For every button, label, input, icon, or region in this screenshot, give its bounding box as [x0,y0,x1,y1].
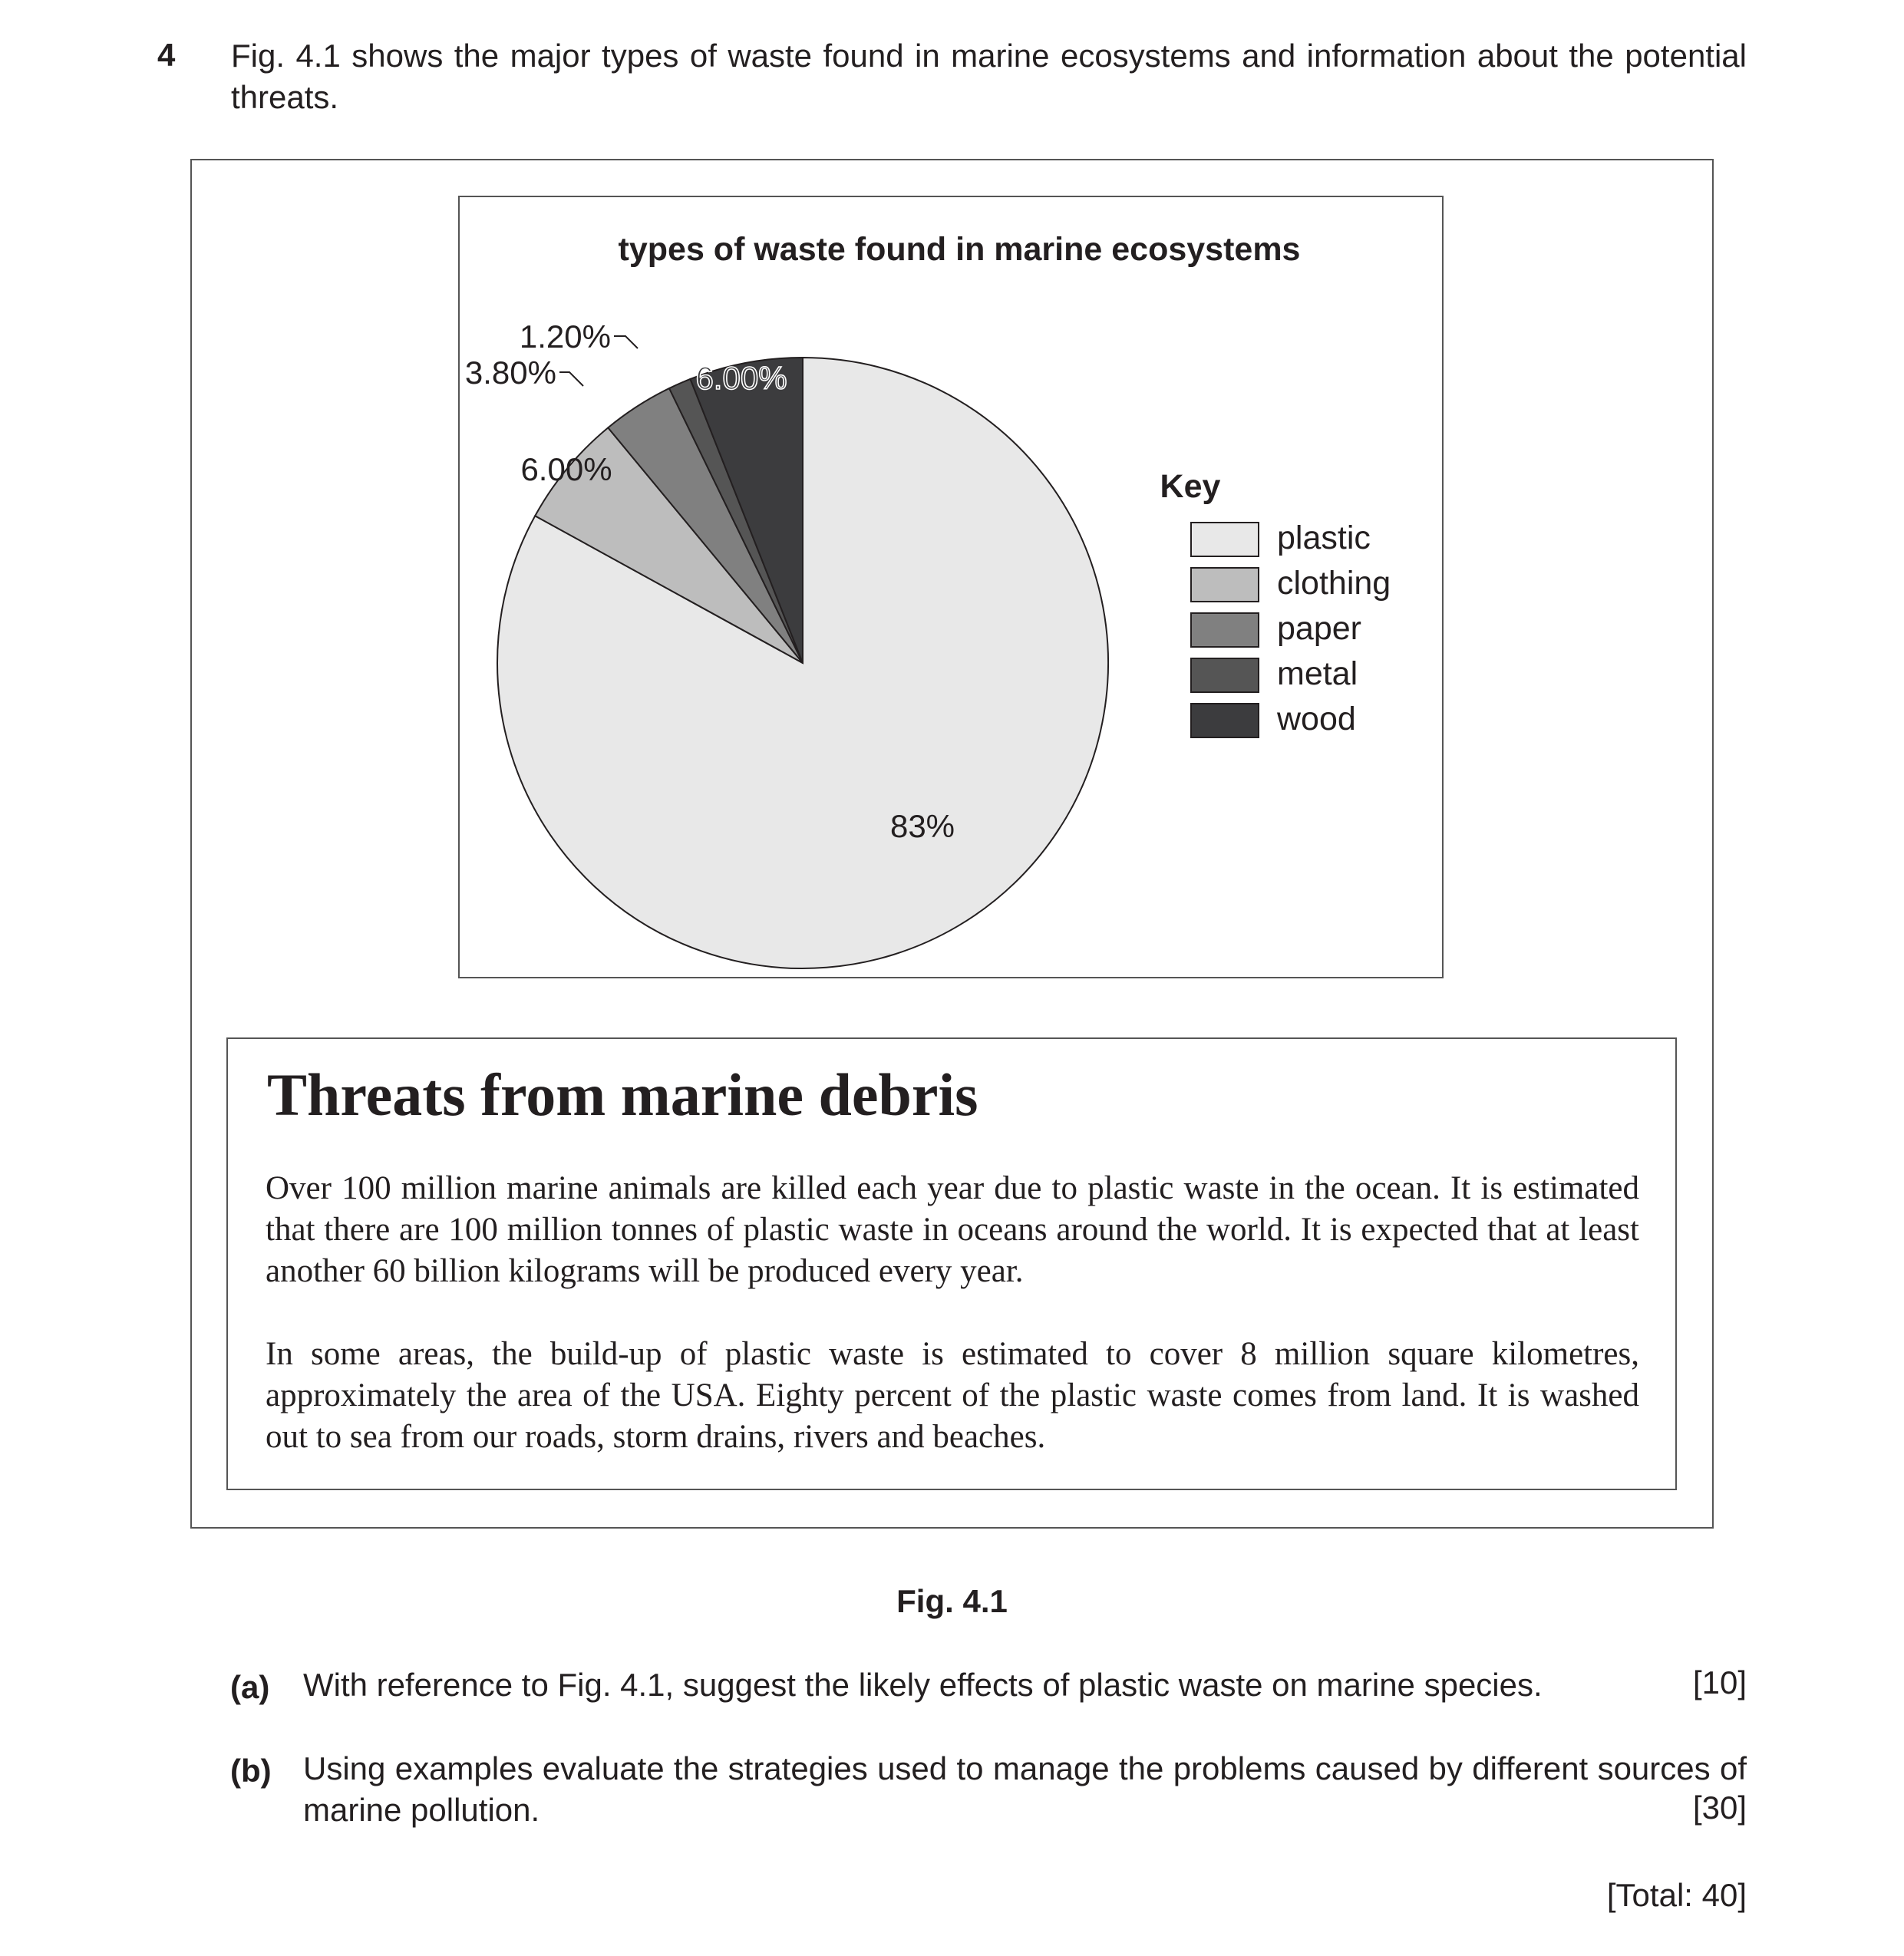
threats-paragraph: Over 100 million marine animals are killed each year due to plastic waste in the ocean. It is estimated that there are 100 million tonnes of plastic waste in oceans around the world. It is expected that at least another 60 billion kilograms will be produced every year. [266,1170,1639,1289]
legend-label-metal: metal [1277,655,1358,692]
pie-chart-svg [460,197,1442,977]
part-a-marks: [10] [1692,1664,1747,1700]
leader-line-paper [559,372,583,386]
legend-swatch-paper [1191,613,1259,647]
pie-chart [458,196,1444,978]
question-number: 4 [157,37,176,73]
leader-line-metal [614,336,638,348]
legend-label-wood: wood [1277,701,1356,737]
threats-title: Threats from marine debris [267,1061,978,1128]
question-intro: Fig. 4.1 shows the major types of waste found in marine ecosystems and information about the potential threats. [231,38,1747,115]
slice-label-plastic: 83% [889,808,955,844]
legend-title: Key [1160,468,1221,505]
threats-paragraph: In some areas, the build-up of plastic waste is estimated to cover 8 million square kilometres, approximately the area of the USA. Eighty percent of the plastic waste comes from land. It is washed out to sea from our roads, storm drains, rivers and beaches. [266,1336,1639,1455]
slice-label-metal: 1.20% [519,318,611,355]
legend-label-clothing: clothing [1277,565,1391,602]
legend-swatch-metal [1191,658,1259,692]
legend-label-paper: paper [1277,610,1361,647]
part-a-label: (a) [230,1669,270,1705]
threats-panel [226,1037,1677,1490]
figure-caption: Fig. 4.1 [896,1583,1008,1619]
part-b-label: (b) [230,1753,272,1789]
total-marks: [Total: 40] [1606,1877,1747,1913]
slice-label-clothing: 6.00% [520,451,612,487]
part-a-text: With reference to Fig. 4.1, suggest the likely effects of plastic waste on marine species. [303,1667,1543,1703]
slice-label-paper: 3.80% [464,355,556,391]
part-b-text: Using examples evaluate the strategies used to manage the problems caused by different sources of marine pollution. [303,1750,1747,1828]
legend-swatch-wood [1191,704,1259,737]
chart-title: types of waste found in marine ecosystems [618,231,1301,268]
slice-label-wood: 6.00% [695,360,787,396]
legend-swatch-clothing [1191,568,1259,602]
part-b-marks: [30] [1692,1789,1747,1826]
legend-label-plastic: plastic [1277,520,1371,556]
legend-swatch-plastic [1191,523,1259,556]
